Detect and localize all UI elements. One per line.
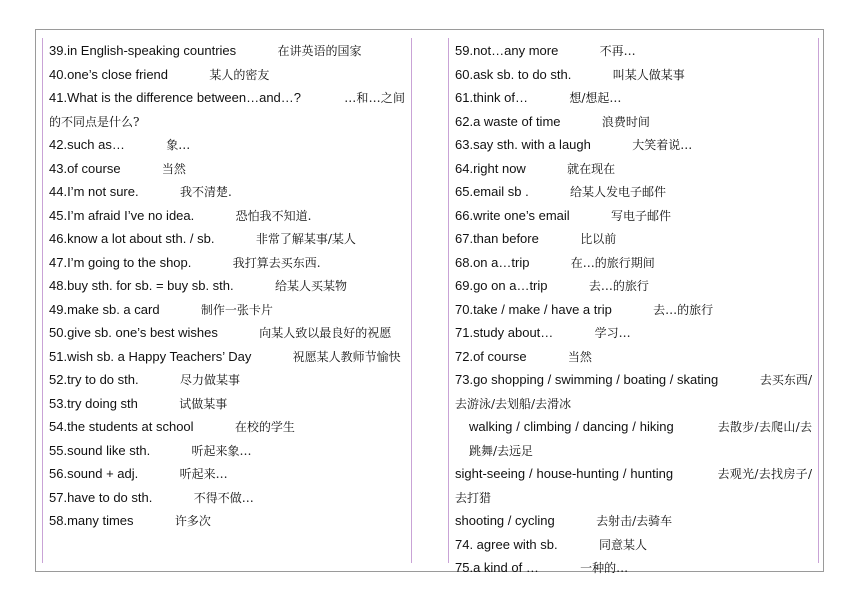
phrase-item	[455, 158, 812, 182]
phrase-gap	[215, 232, 256, 247]
phrase-gap	[673, 467, 717, 482]
phrase-gap	[612, 303, 653, 318]
phrase-chinese: 去…的旅行	[653, 302, 714, 317]
phrase-chinese: 比以前	[580, 232, 617, 246]
phrase-item	[455, 252, 812, 276]
phrase-gap	[139, 373, 180, 388]
phrase-gap	[529, 256, 570, 271]
phrase-gap	[234, 279, 275, 294]
phrase-english: 55.sound like sth.	[49, 442, 151, 458]
phrase-gap	[251, 350, 292, 365]
phrase-item	[455, 64, 812, 88]
phrase-gap	[301, 91, 344, 106]
phrase-gap	[121, 162, 162, 177]
phrase-chinese: 去射击/去骑车	[596, 514, 673, 528]
right-column	[448, 38, 819, 575]
phrase-gap	[528, 91, 569, 106]
phrase-chinese: 一种的…	[580, 561, 629, 575]
phrase-english: 40.one’s close friend	[49, 66, 169, 82]
phrase-gap	[553, 326, 594, 341]
phrase-gap	[138, 397, 179, 412]
phrase-gap	[558, 44, 599, 59]
phrase-chinese: 某人的密友	[209, 67, 270, 82]
phrase-english: 58.many times	[49, 513, 134, 528]
phrase-gap	[138, 467, 179, 482]
phrase-gap	[160, 303, 201, 318]
phrase-chinese: 浪费时间	[601, 114, 650, 129]
phrase-item	[49, 275, 405, 299]
phrase-item	[49, 510, 405, 534]
phrase-chinese: 给某人买某物	[274, 279, 347, 293]
phrase-chinese: 当然	[161, 161, 186, 176]
phrase-item	[455, 111, 812, 135]
phrase-gap	[125, 138, 166, 153]
phrase-chinese: 我打算去买东西.	[232, 255, 321, 270]
phrase-chinese: …和…之间的不同点是什么?	[49, 91, 405, 129]
phrase-english: 68.on a…trip	[455, 254, 530, 270]
phrase-english: 69.go on a…trip	[455, 278, 548, 293]
phrase-english: 74. agree with sb.	[455, 536, 558, 552]
phrase-english: 41.What is the difference between…and…?	[49, 90, 302, 105]
phrase-english: 54.the students at school	[49, 419, 194, 434]
phrase-english: 71.study about…	[455, 325, 554, 340]
phrase-english: 62.a waste of time	[455, 113, 561, 129]
phrase-item	[49, 463, 405, 487]
phrase-item	[49, 487, 405, 511]
phrase-chinese: 恐怕我不知道.	[235, 208, 312, 223]
phrase-english: 51.wish sb. a Happy Teachers’ Day	[49, 348, 252, 364]
phrase-gap	[194, 209, 235, 224]
phrase-chinese: 就在现在	[567, 161, 616, 176]
phrase-english: 47.I’m going to the shop.	[49, 254, 192, 270]
phrase-item	[49, 369, 405, 393]
phrase-gap	[152, 491, 193, 506]
phrase-chinese: 同意某人	[598, 537, 647, 552]
phrase-english: 67.than before	[455, 231, 539, 246]
phrase-gap	[527, 350, 568, 365]
phrase-gap	[529, 185, 570, 200]
phrase-item	[455, 228, 812, 252]
phrase-item	[455, 369, 812, 416]
phrase-chinese: 去买东西/去游泳/去划船/去滑冰	[455, 373, 812, 411]
phrase-english: 70.take / make / have a trip	[455, 301, 612, 317]
phrase-gap	[150, 444, 191, 459]
phrase-chinese: 想/想起…	[569, 91, 622, 105]
phrase-english: 45.I’m afraid I’ve no idea.	[49, 207, 195, 223]
left-column	[42, 38, 412, 563]
phrase-chinese: 我不清楚.	[179, 185, 232, 199]
phrase-gap	[218, 326, 259, 341]
phrase-item	[455, 510, 812, 534]
phrase-english: 72.of course	[455, 348, 527, 364]
phrase-chinese: 学习…	[594, 326, 631, 340]
phrase-english: 57.have to do sth.	[49, 489, 153, 505]
phrase-english: 63.say sth. with a laugh	[455, 137, 591, 152]
phrase-english: 60.ask sb. to do sth.	[455, 66, 572, 82]
phrase-item	[455, 416, 812, 463]
phrase-chinese: 许多次	[174, 514, 211, 528]
phrase-item	[455, 275, 812, 299]
phrase-english: 65.email sb .	[455, 184, 529, 199]
phrase-item	[49, 440, 405, 464]
phrase-gap	[718, 373, 760, 388]
phrase-gap	[561, 115, 602, 130]
phrase-item	[455, 205, 812, 229]
phrase-gap	[674, 420, 718, 435]
phrase-item	[49, 134, 405, 158]
phrase-item	[49, 322, 405, 346]
phrase-english: 61.think of…	[455, 90, 528, 105]
phrase-item	[455, 134, 812, 158]
phrase-item	[455, 463, 812, 510]
phrase-english: 43.of course	[49, 160, 121, 176]
phrase-item	[49, 64, 405, 88]
phrase-english: 48.buy sth. for sb. = buy sb. sth.	[49, 278, 234, 293]
phrase-chinese: 试做某事	[179, 396, 228, 411]
phrase-chinese: 写电子邮件	[610, 208, 671, 223]
phrase-item	[49, 87, 405, 134]
phrase-gap	[526, 162, 567, 177]
phrase-chinese: 向某人致以最良好的祝愿	[259, 326, 392, 340]
phrase-chinese: 祝愿某人教师节愉快	[292, 349, 401, 364]
phrase-gap	[236, 44, 277, 59]
phrase-chinese: 在…的旅行期间	[570, 255, 655, 270]
phrase-gap	[134, 514, 175, 529]
phrase-item	[455, 299, 812, 323]
phrase-gap	[539, 232, 580, 247]
phrase-gap	[539, 561, 580, 576]
phrase-english: 39.in English-speaking countries	[49, 43, 237, 58]
phrase-chinese: 叫某人做某事	[612, 67, 685, 82]
phrase-chinese: 去散步/去爬山/去跳舞/去远足	[469, 420, 812, 458]
phrase-chinese: 大笑着说…	[632, 138, 693, 152]
phrase-gap	[571, 68, 612, 83]
phrase-item	[455, 346, 812, 370]
phrase-gap	[194, 420, 235, 435]
phrase-item	[49, 416, 405, 440]
phrase-item	[455, 87, 812, 111]
phrase-chinese: 制作一张卡片	[200, 302, 273, 317]
phrase-chinese: 象…	[166, 138, 191, 152]
phrase-english: 42.such as…	[49, 137, 125, 152]
phrase-gap	[139, 185, 180, 200]
phrase-item	[49, 158, 405, 182]
phrase-item	[49, 205, 405, 229]
phrase-item	[455, 40, 812, 64]
phrase-english: 44.I’m not sure.	[49, 184, 139, 199]
phrase-list-left	[43, 38, 411, 534]
phrase-english: 49.make sb. a card	[49, 301, 160, 317]
phrase-english: 66.write one’s email	[455, 207, 570, 223]
phrase-gap	[570, 209, 611, 224]
phrase-english: walking / climbing / dancing / hiking	[469, 419, 674, 434]
phrase-item	[49, 40, 405, 64]
phrase-english: 50.give sb. one’s best wishes	[49, 325, 218, 340]
phrase-gap	[558, 538, 599, 553]
phrase-item	[455, 181, 812, 205]
phrase-english: shooting / cycling	[455, 513, 555, 528]
phrase-item	[49, 181, 405, 205]
phrase-chinese: 尽力做某事	[179, 373, 240, 387]
phrase-chinese: 听起来…	[179, 467, 228, 481]
phrase-chinese: 听起来象…	[191, 443, 252, 458]
phrase-item	[49, 393, 405, 417]
phrase-item	[455, 534, 812, 558]
phrase-english: 53.try doing sth	[49, 395, 138, 411]
phrase-chinese: 不再…	[599, 44, 636, 58]
phrase-list-right	[449, 38, 818, 581]
phrase-chinese: 去…的旅行	[588, 279, 649, 293]
phrase-english: 73.go shopping / swimming / boating / skating	[455, 372, 719, 387]
phrase-item	[49, 228, 405, 252]
phrase-item	[49, 252, 405, 276]
phrase-item	[49, 346, 405, 370]
phrase-english: 64.right now	[455, 160, 526, 176]
phrase-english: 46.know a lot about sth. / sb.	[49, 231, 215, 246]
phrase-chinese: 当然	[567, 349, 592, 364]
phrase-item	[49, 299, 405, 323]
phrase-gap	[591, 138, 632, 153]
phrase-chinese: 非常了解某事/某人	[255, 232, 356, 246]
page-frame	[35, 29, 824, 575]
phrase-english: 59.not…any more	[455, 43, 559, 58]
phrase-item	[455, 322, 812, 346]
phrase-gap	[168, 68, 209, 83]
phrase-item	[455, 557, 812, 581]
phrase-chinese: 在讲英语的国家	[277, 44, 362, 58]
phrase-english: 52.try to do sth.	[49, 372, 139, 387]
phrase-gap	[191, 256, 232, 271]
phrase-chinese: 不得不做…	[193, 490, 254, 505]
phrase-chinese: 给某人发电子邮件	[570, 185, 667, 199]
phrase-chinese: 在校的学生	[234, 420, 295, 434]
phrase-english: sight-seeing / house-hunting / hunting	[455, 466, 674, 481]
phrase-gap	[548, 279, 589, 294]
phrase-chinese: 去观光/去找房子/去打猎	[455, 467, 812, 505]
phrase-gap	[555, 514, 596, 529]
phrase-english: 75.a kind of …	[455, 560, 539, 575]
phrase-english: 56.sound + adj.	[49, 466, 139, 481]
